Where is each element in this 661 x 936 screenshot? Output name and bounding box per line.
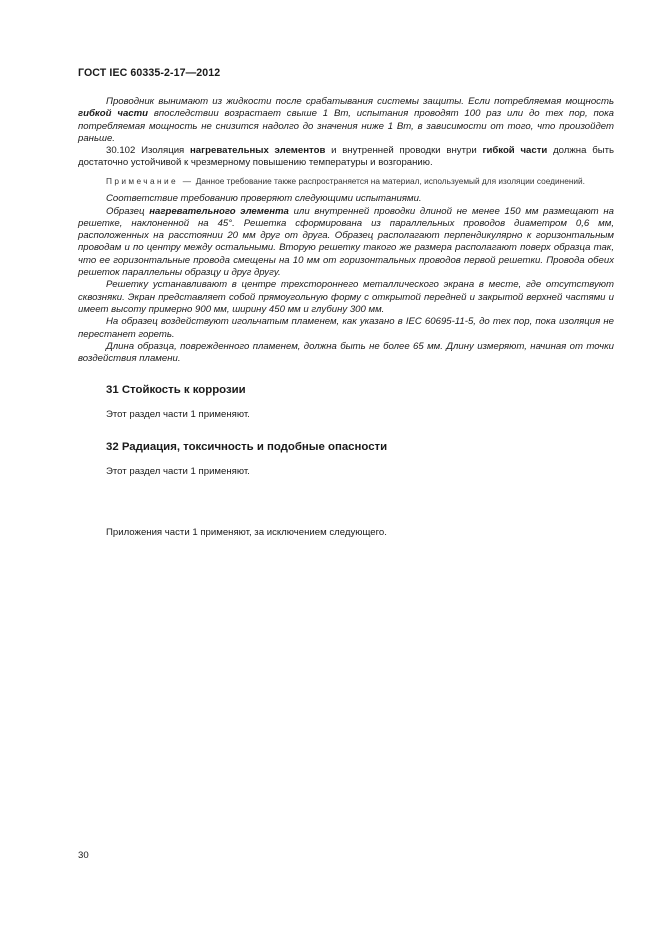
paragraph-damage-length: Длина образца, поврежденного пламенем, должна быть не более 65 мм. Длину измеряют, начиная от точки воздействия пламени. — [78, 340, 614, 365]
section-32-body: Этот раздел части 1 применяют. — [106, 465, 250, 477]
paragraph-needle-flame: На образец воздействуют игольчатым пламенем, как указано в IEC 60695-11-5, до тех пор, пока изоляция не перестанет гореть. — [78, 316, 614, 340]
term-heating-element: нагревательного элемента — [149, 205, 289, 217]
appendix-note: Приложения части 1 применяют, за исключением следующего. — [106, 527, 387, 539]
term-flexible-part: гибкой части — [78, 108, 149, 120]
paragraph-compliance: Соответствие требованию проверяют следующими испытаниями. — [106, 193, 422, 205]
paragraph-30-102 — [78, 145, 614, 170]
paragraph-conductor-removal — [78, 96, 614, 145]
note-text: Данное требование также распространяется на материал, используемый для изоляции соединений. — [193, 175, 585, 186]
section-31-title: 31 Стойкость к коррозии — [106, 384, 246, 397]
term-heating-elements: нагревательных элементов — [190, 145, 326, 157]
text-run: впоследствии возрастает свыше 1 Вт, испытания проводят 100 раз или до тех пор, пока потребляемая мощность не снизится надолго до значения ниже 1 Вт, в зависимости от того, что произойдет раньше. — [78, 108, 614, 144]
term-flexible-part: гибкой части — [482, 145, 548, 157]
paragraph-sample-grid — [78, 206, 614, 280]
note — [78, 176, 614, 188]
section-31-body: Этот раздел части 1 применяют. — [106, 409, 250, 421]
text-run: или внутренней проводки длиной не менее 150 мм размещают на решетке, наклоненной на 45°. Решетка сформирована из параллельных проводов диаметром 0,6 мм, расположенных на расстоянии 20 мм друг от друга. Образец располагают перпендикулярно к горизонтальным проводам и по центру между остальными. Вторую решетку такого же размера располагают поверх образца так, что ее горизонтальные провода смещены на 10 мм от горизонтальных проводов первой решетки. Провода обеих решеток параллельны образцу и друг другу. — [78, 205, 614, 279]
text-run: и внутренней проводки внутри — [325, 145, 483, 157]
section-32-title: 32 Радиация, токсичность и подобные опасности — [106, 440, 388, 453]
text-run: 30.102 Изоляция — [106, 145, 191, 157]
text-run: Образец — [106, 205, 150, 217]
page-number: 30 — [78, 850, 89, 861]
text-run: Проводник вынимают из жидкости после срабатывания системы защиты. Если потребляемая мощность — [106, 96, 614, 107]
page-content — [78, 96, 614, 539]
note-label: Примечание — — [106, 175, 194, 186]
document-header: ГОСТ IEC 60335-2-17—2012 — [78, 67, 221, 79]
paragraph-screen: Решетку устанавливают в центре трехстороннего металлического экрана в месте, где отсутствуют сквозняки. Экран представляет собой прямоугольную форму с открытой передней и закрытой верхней частями и имеет высоту примерно 900 мм, ширину 450 мм и глубину 300 мм. — [78, 279, 614, 315]
text-run: должна быть достаточно устойчивой к чрезмерному повышению температуры и возгоранию. — [78, 145, 614, 169]
